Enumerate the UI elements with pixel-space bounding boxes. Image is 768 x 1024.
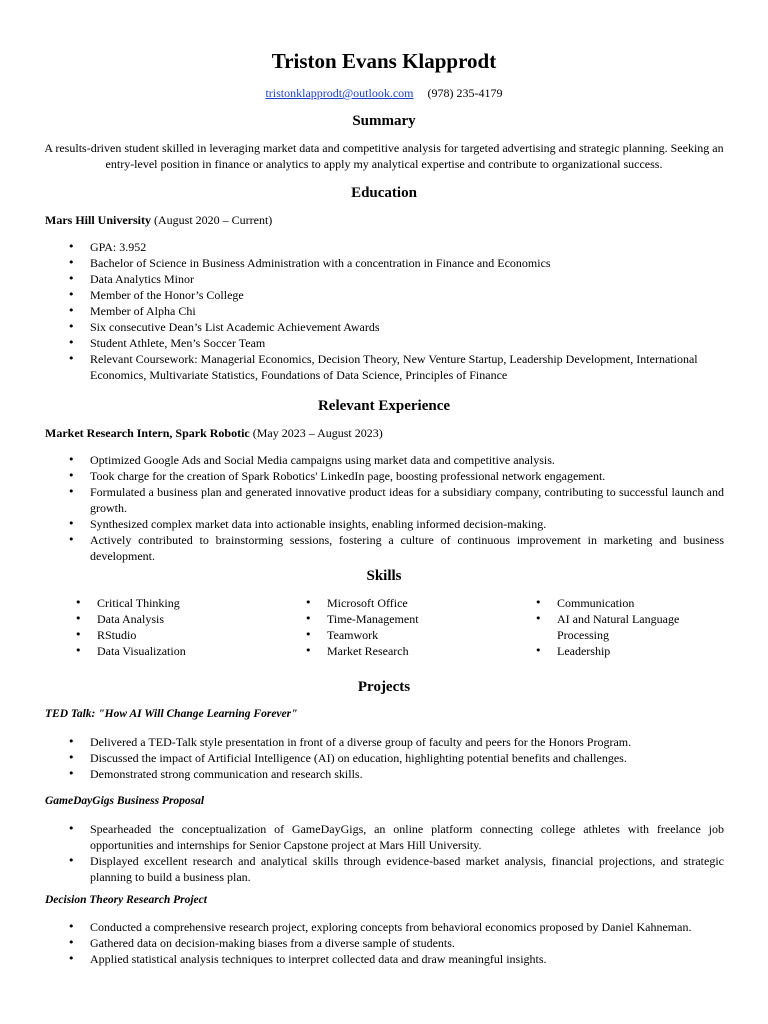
skill-item: • Time-Management (327, 611, 527, 627)
project-title: GameDayGigs Business Proposal (45, 795, 205, 807)
skills-heading: Skills (366, 568, 402, 584)
skill-item: • Teamwork (327, 627, 527, 643)
project-list (90, 734, 724, 782)
skill-item: • AI and Natural Language Processing (557, 611, 722, 643)
skill-item: • Communication (557, 595, 722, 611)
skills-column-3 (557, 595, 722, 659)
contact-line (0, 85, 768, 101)
project-list (90, 821, 724, 885)
skill-item: • Critical Thinking (97, 595, 297, 611)
candidate-name: Triston Evans Klapprodt (271, 49, 497, 73)
list-item: • Took charge for the creation of Spark Robotics' LinkedIn page, boosting professional network engagement. (90, 468, 724, 484)
list-item: • Member of the Honor’s College (90, 287, 724, 303)
list-item: • Actively contributed to brainstorming sessions, fostering a culture of continuous improvement in marketing and business development. (90, 532, 724, 564)
list-item: • GPA: 3.952 (90, 239, 724, 255)
list-item: • Student Athlete, Men’s Soccer Team (90, 335, 724, 351)
list-item: • Discussed the impact of Artificial Intelligence (AI) on education, highlighting potential benefits and challenges. (90, 750, 724, 766)
skill-item: • RStudio (97, 627, 297, 643)
phone-number: (978) 235-4179 (427, 86, 503, 100)
list-item: • Optimized Google Ads and Social Media campaigns using market data and competitive analysis. (90, 452, 724, 468)
list-item: • Data Analytics Minor (90, 271, 724, 287)
projects-heading: Projects (357, 679, 411, 695)
list-item: • Delivered a TED-Talk style presentation in front of a diverse group of faculty and peers for the Honors Program. (90, 734, 724, 750)
education-list (90, 239, 724, 383)
skills-column-1 (97, 595, 297, 659)
list-item: • Member of Alpha Chi (90, 303, 724, 319)
list-item: • Demonstrated strong communication and research skills. (90, 766, 724, 782)
experience-dates: (May 2023 – August 2023) (252, 426, 383, 440)
list-item: • Synthesized complex market data into actionable insights, enabling informed decision-making. (90, 516, 724, 532)
list-item: • Applied statistical analysis techniques to interpret collected data and draw meaningful insights. (90, 951, 724, 967)
skill-item: • Microsoft Office (327, 595, 527, 611)
role-title: Market Research Intern, Spark Robotic (45, 426, 250, 440)
experience-list (90, 452, 724, 564)
skill-item: • Leadership (557, 643, 722, 659)
project-list (90, 919, 724, 967)
education-school-line (45, 212, 272, 228)
list-item: • Displayed excellent research and analytical skills through evidence-based market analysis, financial projections, and strategic planning to build a business plan. (90, 853, 724, 885)
education-heading: Education (351, 185, 417, 201)
list-item: • Bachelor of Science in Business Administration with a concentration in Finance and Economics (90, 255, 724, 271)
experience-heading: Relevant Experience (317, 398, 451, 414)
list-item: • Conducted a comprehensive research project, exploring concepts from behavioral economics proposed by Daniel Kahneman. (90, 919, 724, 935)
experience-role-line (45, 425, 383, 441)
summary-text: A results-driven student skilled in leveraging market data and competitive analysis for targeted advertising and strategic planning. Seeking an entry-level position in finance or analytics to apply my analytical expertise and contribute to organizational success. (44, 141, 724, 171)
school-name: Mars Hill University (45, 213, 151, 227)
list-item: • Relevant Coursework: Managerial Economics, Decision Theory, New Venture Startup, Leadership Development, International Economics, Multivariate Statistics, Foundations of Data Science, Principles of Finance (90, 351, 724, 383)
project-title: Decision Theory Research Project (45, 894, 207, 906)
skill-item: • Market Research (327, 643, 527, 659)
project-title: TED Talk: "How AI Will Change Learning Forever" (45, 708, 298, 720)
skill-item: • Data Visualization (97, 643, 297, 659)
list-item: • Six consecutive Dean’s List Academic Achievement Awards (90, 319, 724, 335)
list-item: • Formulated a business plan and generated innovative product ideas for a subsidiary company, contributing to successful launch and growth. (90, 484, 724, 516)
skills-column-2 (327, 595, 527, 659)
summary-heading: Summary (352, 113, 416, 129)
education-dates: (August 2020 – Current) (153, 213, 273, 227)
list-item: • Gathered data on decision-making biases from a diverse sample of students. (90, 935, 724, 951)
email-link[interactable]: tristonklapprodt@outlook.com (265, 86, 414, 100)
list-item: • Spearheaded the conceptualization of GameDayGigs, an online platform connecting college athletes with freelance job opportunities and internships for Senior Capstone project at Mars Hill University. (90, 821, 724, 853)
skill-item: • Data Analysis (97, 611, 297, 627)
